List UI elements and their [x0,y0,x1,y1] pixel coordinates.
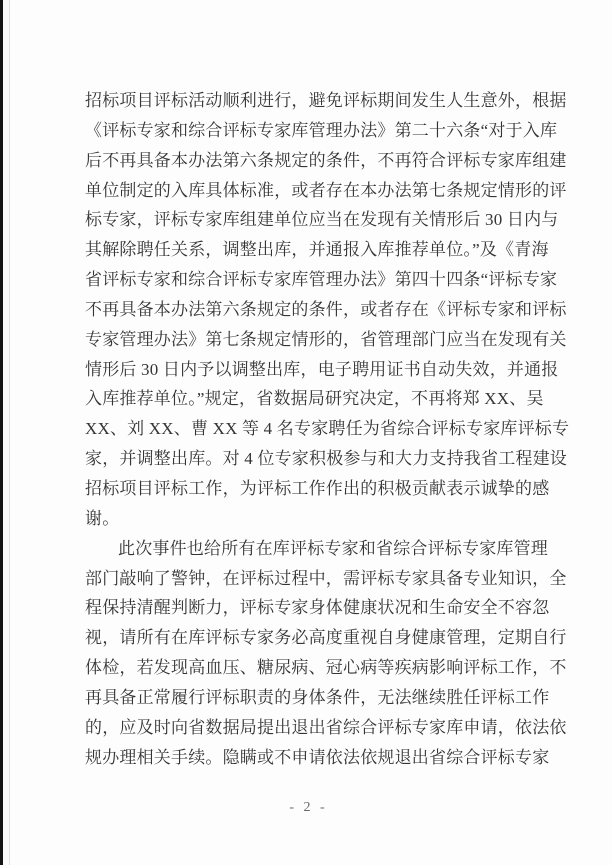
text-line: 专家管理办法》第七条规定情形的，省管理部门应当在发现有关 [85,329,567,349]
text-line: 标专家，评标专家库组建单位应当在发现有关情形后 30 日内与 [85,210,559,230]
scan-edge-faint-line [9,0,10,865]
document-body [85,86,570,772]
text-line: 招标项目评标工作，为评标工作作出的积极贡献表示诚挚的感 [85,478,550,498]
paragraph [85,86,570,534]
page-number: - 2 - [289,800,328,815]
text-line: 程保持清醒判断力，评标专家身体健康状况和生命安全不容忽 [85,598,550,618]
text-line: 的，应及时向省数据局提出退出省综合评标专家库申请，依法依 [85,717,567,737]
text-line: 再具备正常履行评标职责的身体条件，无法继续胜任评标工作 [85,687,550,707]
text-line: 招标项目评标活动顺利进行，避免评标期间发生人生意外，根据 [85,91,567,110]
text-line: 《评标专家和综合评标专家库管理办法》第二十六条“对于入库 [85,120,558,140]
text-line: 家，并调整出库。对 4 位专家积极参与和大力支持我省工程建设 [85,449,567,469]
paragraph [85,534,567,773]
text-line: XX、刘 XX、曹 XX 等 4 名专家聘任为省综合评标专家库评标专 [85,419,570,439]
text-line: 后不再具备本办法第六条规定的条件，不再符合评标专家库组建 [85,150,567,170]
text-line: 不再具备本办法第六条规定的条件，或者存在《评标专家和评标 [85,299,567,319]
text-line: 此次事件也给所有在库评标专家和省综合评标专家库管理 [118,538,548,558]
text-line: 体检，若发现高血压、糖尿病、冠心病等疾病影响评标工作，不 [85,658,567,678]
text-line: 视，请所有在库评标专家务必高度重视自身健康管理，定期自行 [85,628,567,648]
text-line: 单位制定的入库具体标准，或者存在本办法第七条规定情形的评 [85,180,567,200]
text-line: 其解除聘任关系，调整出库，并通报入库推荐单位。”及《青海 [85,240,549,260]
text-line: 入库推荐单位。”规定，省数据局研究决定，不再将郑 XX、吴 [85,389,544,409]
text-line: 情形后 30 日内予以调整出库，电子聘用证书自动失效，并通报 [85,359,559,379]
text-line: 部门敲响了警钟，在评标过程中，需评标专家具备专业知识，全 [85,568,567,588]
text-line: 谢。 [85,508,120,528]
text-line: 规办理相关手续。隐瞒或不申请依法依规退出省综合评标专家 [85,747,550,767]
text-line: 省评标专家和综合评标专家库管理办法》第四十四条“评标专家 [85,270,558,290]
scan-edge-dark-strip [0,0,3,865]
